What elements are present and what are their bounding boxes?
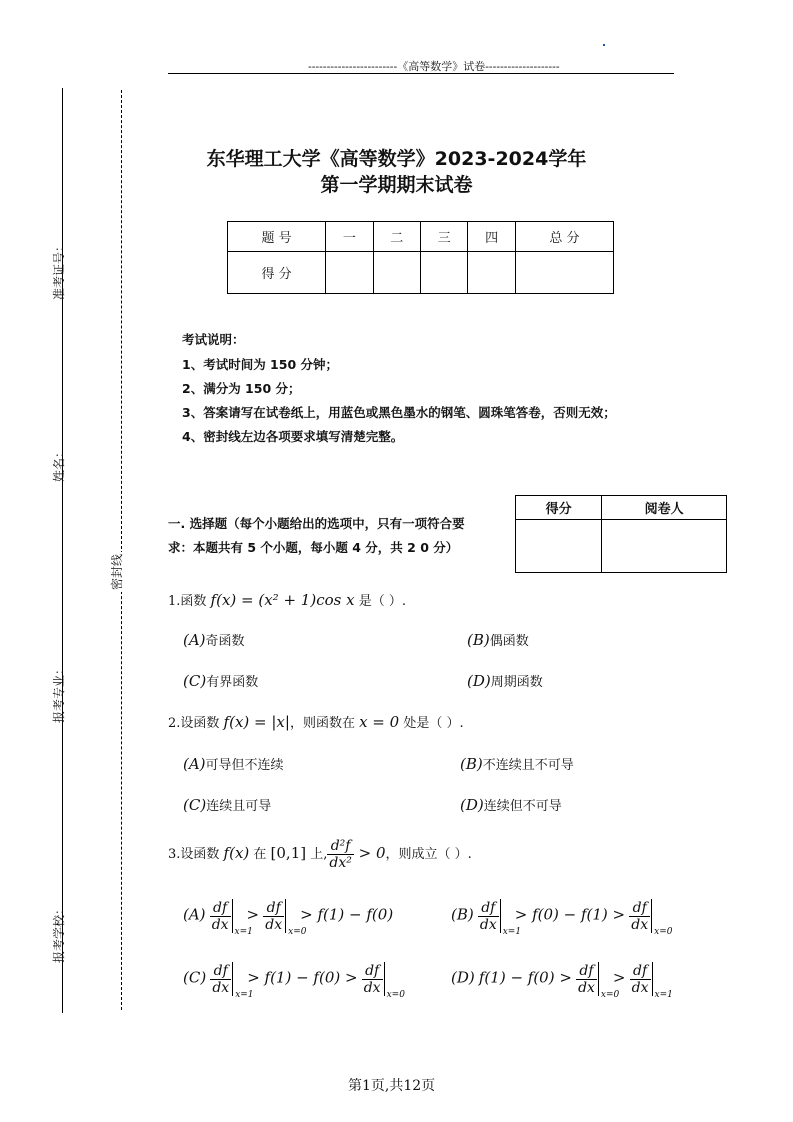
option-text: 不连续且不可导 — [482, 758, 574, 773]
option-text: 偶函数 — [489, 634, 529, 649]
fraction-denominator: dx — [265, 916, 283, 933]
instructions-heading: 考试说明： — [182, 332, 245, 347]
option-text: 周期函数 — [490, 675, 543, 690]
fraction-numerator: d²f — [327, 838, 353, 855]
grader-score-cell[interactable] — [516, 520, 602, 573]
evaluation-bar — [285, 899, 307, 937]
option-label: (C) — [183, 672, 207, 690]
fraction-numerator: df — [576, 963, 597, 980]
fraction-denominator: dx — [479, 916, 497, 933]
option-expression: > f(0) − f(1) > — [514, 905, 626, 924]
option-label: (D) — [460, 796, 484, 814]
question-text: 设函数 — [180, 847, 224, 862]
grader-header-score: 得分 — [516, 496, 602, 520]
score-row-label: 得 分 — [228, 252, 326, 294]
question-number: 1. — [168, 594, 181, 609]
option-text: 连续但不可导 — [483, 799, 562, 814]
evaluation-point: x=1 — [234, 927, 253, 937]
question-condition: > 0 — [353, 844, 386, 862]
header-rule — [168, 73, 674, 74]
grader-header-reviewer: 阅卷人 — [602, 496, 727, 520]
question-interval: [0,1] — [270, 844, 307, 862]
fraction-denominator: dx — [363, 979, 381, 996]
option-label: (D) — [467, 672, 491, 690]
derivative-fraction — [362, 963, 383, 996]
evaluation-point: x=1 — [502, 927, 522, 937]
q1-option-c[interactable] — [183, 671, 258, 690]
fraction-denominator: dx — [631, 979, 649, 996]
evaluation-bar — [232, 962, 254, 1000]
q1-option-d[interactable] — [467, 671, 543, 690]
q3-option-d[interactable]: (D) f(1) − f(0) > $\frac{df}{dx}$ x=0 > $\frac{df}{dx}$ x=1 — [451, 962, 673, 1000]
option-text: 可导但不连续 — [205, 758, 284, 773]
second-derivative-fraction — [327, 838, 353, 871]
evaluation-point: x=1 — [654, 990, 673, 1000]
q2-option-a[interactable] — [183, 754, 284, 773]
derivative-fraction — [263, 900, 284, 933]
score-header-cell: 总 分 — [515, 222, 613, 252]
question-text: 处是（ ）. — [399, 716, 464, 731]
score-header-cell: 三 — [420, 222, 467, 252]
derivative-fraction — [630, 963, 651, 996]
question-formula: f(x) = (x² + 1)cos x — [210, 591, 355, 609]
question-number: 2. — [168, 716, 181, 731]
evaluation-bar — [500, 899, 522, 937]
option-label: (A) — [183, 905, 206, 924]
derivative-fraction — [210, 963, 231, 996]
question-text: 在 — [249, 847, 271, 862]
score-cell[interactable] — [326, 252, 373, 294]
blue-dot — [603, 44, 605, 46]
evaluation-bar — [598, 962, 620, 1000]
fraction-numerator: df — [478, 900, 499, 917]
derivative-fraction — [210, 900, 231, 933]
q1-option-a[interactable] — [183, 630, 245, 649]
derivative-fraction — [576, 963, 597, 996]
fraction-denominator: dx — [212, 979, 230, 996]
grader-table — [515, 495, 727, 573]
seal-dashed-line — [121, 90, 122, 1010]
q2-option-d[interactable] — [460, 795, 562, 814]
fraction-denominator: dx — [211, 916, 229, 933]
question-number: 3. — [168, 847, 181, 862]
question-3 — [168, 838, 472, 871]
fraction-denominator: dx — [578, 979, 595, 996]
fraction-numerator: df — [210, 963, 231, 980]
evaluation-point: x=0 — [288, 927, 307, 937]
q3-option-b[interactable] — [451, 899, 673, 937]
page-footer: 第1页,共12页 — [348, 1078, 436, 1094]
score-header-cell: 二 — [373, 222, 420, 252]
option-label: (B) — [467, 631, 490, 649]
question-text: 设函数 — [180, 716, 224, 731]
score-cell[interactable] — [515, 252, 613, 294]
q1-option-b[interactable] — [467, 630, 529, 649]
q2-option-c[interactable] — [183, 795, 271, 814]
question-text: 是（ ）. — [354, 594, 406, 609]
option-label: (B) — [460, 755, 483, 773]
instruction-item: 1、考试时间为 150 分钟； — [182, 357, 338, 372]
fraction-numerator: df — [362, 963, 383, 980]
evaluation-point: x=0 — [386, 990, 405, 1000]
evaluation-bar — [652, 962, 673, 1000]
grader-reviewer-cell[interactable] — [602, 520, 727, 573]
derivative-fraction — [478, 900, 499, 933]
question-2 — [168, 712, 464, 731]
exam-title-line1: 东华理工大学《高等数学》2023-2024学年 — [206, 148, 587, 170]
instruction-item: 4、密封线左边各项要求填写清楚完整。 — [182, 429, 404, 444]
option-text: 连续且可导 — [206, 799, 272, 814]
evaluation-bar — [232, 899, 253, 937]
fraction-denominator: dx — [631, 916, 649, 933]
q3-option-c[interactable] — [183, 962, 405, 1000]
fraction-numerator: df — [629, 900, 650, 917]
evaluation-point: x=0 — [654, 927, 673, 937]
question-1 — [168, 590, 406, 609]
exam-number-label: 准考证号： — [52, 239, 66, 300]
option-label: (C) — [183, 796, 207, 814]
question-text: ，则成立（ ）. — [385, 847, 472, 862]
evaluation-point: x=0 — [600, 990, 620, 1000]
fraction-numerator: df — [630, 963, 651, 980]
question-text: 函数 — [180, 594, 211, 609]
instruction-item: 2、满分为 150 分； — [182, 381, 301, 396]
major-label: 报考专业： — [52, 662, 66, 723]
score-cell[interactable] — [373, 252, 420, 294]
evaluation-point: x=1 — [235, 990, 254, 1000]
section1-title-line1: 一. 选择题（每个小题给出的选项中，只有一项符合要 — [168, 516, 465, 531]
evaluation-bar — [384, 962, 405, 1000]
name-label: 姓名： — [52, 445, 66, 482]
page-header: ------------------------《高等数学》试卷-------------------- — [308, 60, 560, 73]
score-cell[interactable] — [468, 252, 515, 294]
option-expression: > f(1) − f(0) — [300, 905, 394, 924]
question-formula: x = 0 — [359, 713, 400, 731]
binding-line — [62, 88, 63, 1013]
option-expression: > f(1) − f(0) > — [247, 968, 358, 987]
option-label: (A) — [183, 755, 206, 773]
score-cell[interactable] — [420, 252, 467, 294]
score-header-cell: 四 — [468, 222, 515, 252]
fraction-numerator: df — [263, 900, 284, 917]
section1-title-line2: 求：本题共有 5 个小题，每小题 4 分，共 2 0 分） — [168, 540, 459, 555]
fraction-numerator: df — [210, 900, 231, 917]
option-expression: f(1) − f(0) > — [478, 968, 572, 987]
option-text: 有界函数 — [206, 675, 259, 690]
question-formula: f(x) = |x| — [223, 713, 290, 731]
exam-title-line2: 第一学期期末试卷 — [320, 174, 473, 196]
q2-option-b[interactable] — [460, 754, 574, 773]
score-header-cell: 一 — [326, 222, 373, 252]
fraction-denominator: dx² — [329, 855, 352, 871]
option-label: (C) — [183, 968, 207, 987]
instruction-item: 3、答案请写在试卷纸上，用蓝色或黑色墨水的钢笔、圆珠笔答卷，否则无效； — [182, 405, 616, 420]
option-text: 奇函数 — [205, 634, 245, 649]
score-table — [227, 221, 614, 294]
score-header-cell: 题 号 — [228, 222, 326, 252]
option-label: (A) — [183, 631, 206, 649]
evaluation-bar — [651, 899, 673, 937]
school-label: 报考学校： — [52, 902, 66, 963]
option-label: (D) — [451, 968, 475, 987]
question-text: 上, — [306, 847, 328, 862]
derivative-fraction — [629, 900, 650, 933]
q3-option-a[interactable]: (A) $\frac{df}{dx}$ x=1 > $\frac{df}{dx}$ x=0 > f(1) − f(0) — [183, 899, 394, 937]
option-label: (B) — [451, 905, 474, 924]
seal-line-label: 密封线 — [110, 553, 124, 590]
question-formula: f(x) — [223, 844, 250, 862]
question-text: ，则函数在 — [289, 716, 360, 731]
